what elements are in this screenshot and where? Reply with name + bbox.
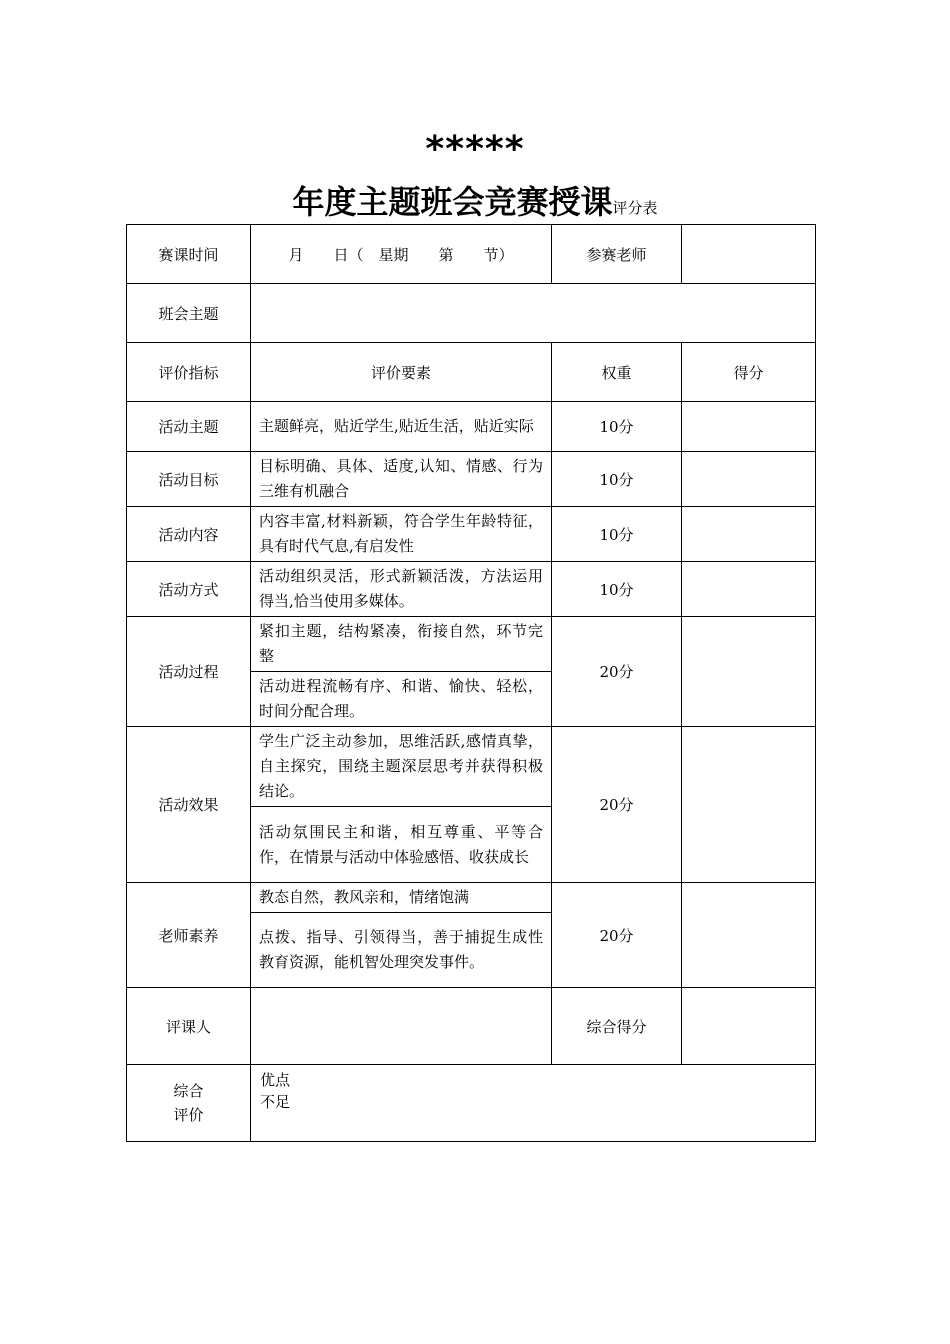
weight-cell: 20分 [552, 883, 682, 988]
title-main-text: 年度主题班会竞赛授课 [292, 183, 613, 221]
theme-label: 班会主题 [127, 284, 251, 343]
score-table [126, 224, 816, 1142]
total-value-cell[interactable] [682, 988, 816, 1065]
evaluation-label-line2: 评价 [173, 1106, 204, 1124]
col-weight: 权重 [552, 343, 682, 402]
time-label: 赛课时间 [127, 225, 251, 284]
table-row-reviewer [127, 988, 816, 1065]
element-cell: 紧扣主题，结构紧凑，衔接自然，环节完整 [251, 617, 552, 672]
evaluation-label-line1: 综合 [173, 1082, 204, 1100]
weight-cell: 10分 [552, 402, 682, 452]
element-cell: 教态自然，教风亲和，情绪饱满 [251, 883, 552, 913]
score-input-cell[interactable] [682, 507, 816, 562]
evaluation-label [127, 1065, 251, 1142]
indicator-cell: 活动主题 [127, 402, 251, 452]
page-title [0, 180, 950, 230]
table-row [127, 883, 816, 913]
col-score: 得分 [682, 343, 816, 402]
element-cell: 目标明确、具体、适度,认知、情感、行为三维有机融合 [251, 452, 552, 507]
weight-cell: 20分 [552, 617, 682, 727]
teacher-value-cell[interactable] [682, 225, 816, 284]
col-indicator: 评价指标 [127, 343, 251, 402]
score-input-cell[interactable] [682, 883, 816, 988]
table-row [127, 452, 816, 507]
table-row [127, 402, 816, 452]
table-row [127, 562, 816, 617]
weight-cell: 10分 [552, 562, 682, 617]
theme-value-cell[interactable] [251, 284, 816, 343]
element-cell: 活动组织灵活，形式新颖活泼，方法运用得当,恰当使用多媒体。 [251, 562, 552, 617]
weight-cell: 20分 [552, 727, 682, 883]
indicator-cell: 老师素养 [127, 883, 251, 988]
score-input-cell[interactable] [682, 402, 816, 452]
total-label: 综合得分 [552, 988, 682, 1065]
title-stars: ***** [425, 129, 525, 170]
element-cell: 学生广泛主动参加，思维活跃,感情真挚，自主探究，围绕主题深层思考并获得积极结论。 [251, 727, 552, 807]
table-row-evaluation [127, 1065, 816, 1142]
element-cell: 主题鲜亮，贴近学生,贴近生活，贴近实际 [251, 402, 552, 452]
indicator-cell: 活动方式 [127, 562, 251, 617]
table-row-theme [127, 284, 816, 343]
title-suffix: 评分表 [612, 199, 658, 217]
score-input-cell[interactable] [682, 727, 816, 883]
element-cell: 内容丰富,材料新颖，符合学生年龄特征，具有时代气息,有启发性 [251, 507, 552, 562]
element-cell: 点拨、指导、引领得当，善于捕捉生成性教育资源，能机智处理突发事件。 [251, 913, 552, 988]
table-row [127, 507, 816, 562]
indicator-cell: 活动效果 [127, 727, 251, 883]
reviewer-value-cell[interactable] [251, 988, 552, 1065]
score-input-cell[interactable] [682, 562, 816, 617]
time-value[interactable]: 月 日（ 星期 第 节） [251, 225, 552, 284]
reviewer-label: 评课人 [127, 988, 251, 1065]
table-header-row [127, 343, 816, 402]
score-input-cell[interactable] [682, 452, 816, 507]
merits-label: 优点 [260, 1071, 291, 1089]
indicator-cell: 活动内容 [127, 507, 251, 562]
weight-cell: 10分 [552, 452, 682, 507]
weight-cell: 10分 [552, 507, 682, 562]
table-row-time [127, 225, 816, 284]
table-row [127, 727, 816, 807]
col-elements: 评价要素 [251, 343, 552, 402]
shortcomings-label: 不足 [260, 1093, 291, 1111]
indicator-cell: 活动过程 [127, 617, 251, 727]
indicator-cell: 活动目标 [127, 452, 251, 507]
table-row [127, 617, 816, 672]
evaluation-content-cell[interactable] [251, 1065, 816, 1142]
element-cell: 活动氛围民主和谐，相互尊重、平等合作，在情景与活动中体验感悟、收获成长 [251, 807, 552, 883]
score-input-cell[interactable] [682, 617, 816, 727]
element-cell: 活动进程流畅有序、和谐、愉快、轻松，时间分配合理。 [251, 672, 552, 727]
teacher-label: 参赛老师 [552, 225, 682, 284]
